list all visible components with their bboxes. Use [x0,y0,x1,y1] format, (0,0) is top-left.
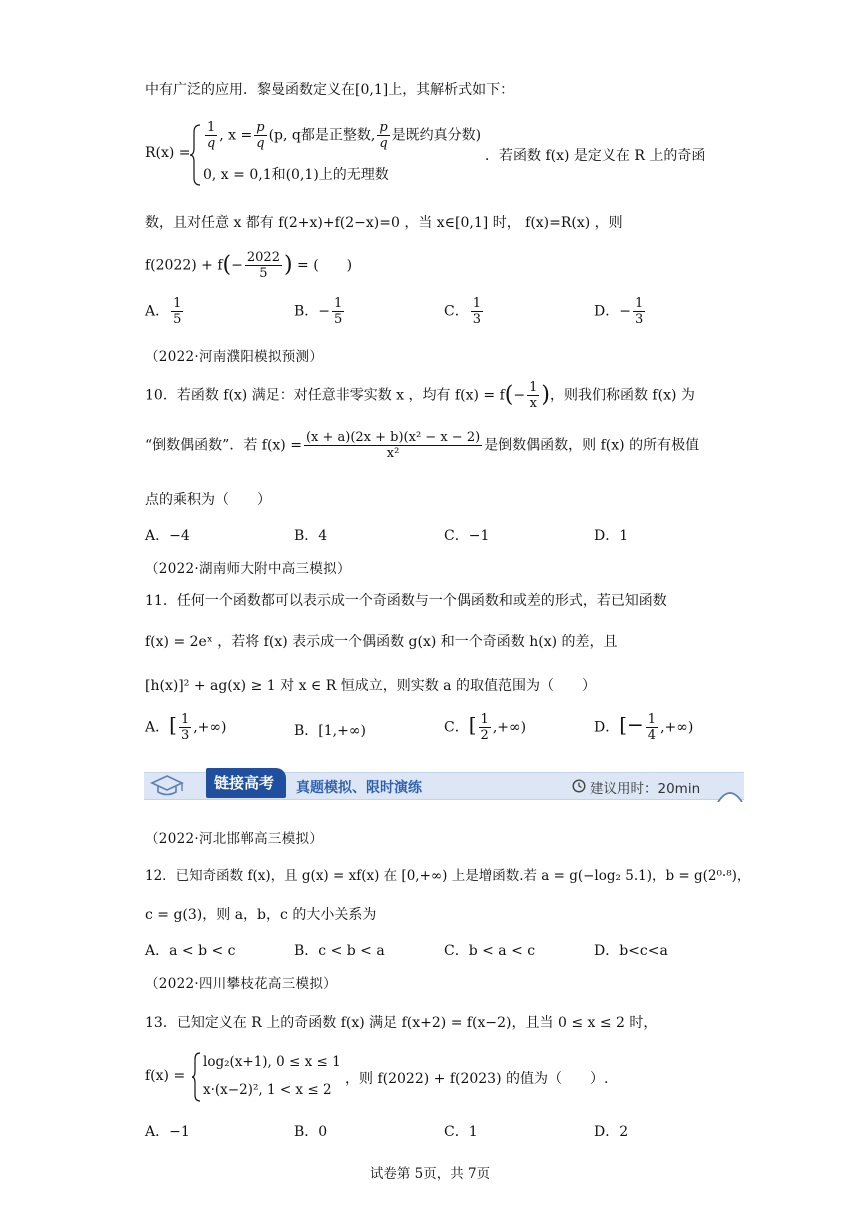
q10-source: （2022·河南濮阳模拟预测） [145,349,324,365]
q9-line-3: f(2022) + f(− $\frac{2022}{5}$ ) = ( ) [145,250,353,281]
q9-option-b[interactable]: B．− $\frac{1}{5}$ [294,296,343,327]
q11-option-d[interactable]: D．[− $\frac{1}{4}$ ,+∞) [594,712,694,743]
riemann-case-1: $\frac{1}{q}$ , x = $\frac{p}{q}$ (p, q都是正整数, $\frac{p}{q}$ 是既约真分数) [206,120,482,151]
q13-option-d[interactable]: D．2 [594,1124,629,1140]
q13-piece-2: x·(x−2)², 1 < x ≤ 2 [203,1082,332,1098]
q12-option-d[interactable]: D．b<c<a [594,943,668,959]
q10-option-a[interactable]: A．−4 [145,528,190,544]
q11-option-b[interactable]: B．[1,+∞) [294,723,366,739]
q10-option-b[interactable]: B．4 [294,528,328,544]
banner-time-label: 建议用时：20min [590,781,701,797]
q11-line-1: 11．任何一个函数都可以表示成一个奇函数与一个偶函数和或差的形式，若已知函数 [145,593,667,609]
riemann-case-2: 0, x = 0,1和(0,1)上的无理数 [203,167,389,183]
q13-option-c[interactable]: C．1 [444,1124,478,1140]
q10-line-1: 10．若函数 f(x) 满足：对任意非零实数 x ，均有 f(x) = f(− $\frac{1}{x}$ )，则我们称函数 f(x) 为 [145,380,695,411]
q10-option-d[interactable]: D．1 [594,528,629,544]
riemann-lhs: R(x) = [145,145,191,161]
corner-arc-icon [716,786,744,802]
q10-option-c[interactable]: C．−1 [444,528,490,544]
brace-icon [191,1052,201,1102]
q13-line-1: 13．已知定义在 R 上的奇函数 f(x) 满足 f(x+2) = f(x−2)，且当 0 ≤ x ≤ 2 时， [145,1015,658,1031]
intro-line: 中有广泛的应用．黎曼函数定义在[0,1]上，其解析式如下： [145,82,515,98]
q12-line-2: c = g(3)，则 a，b，c 的大小关系为 [145,907,377,923]
q11-source: （2022·湖南师大附中高三模拟） [145,561,351,577]
banner-subtitle: 真题模拟、限时演练 [296,780,422,796]
q9-line-2: 数，且对任意 x 都有 f(2+x)+f(2−x)=0 ，当 x∈[0,1] 时， f(x)=R(x) ，则 [145,215,623,231]
banner-tag: 链接高考 [214,774,275,792]
q13-piece-1: log₂(x+1), 0 ≤ x ≤ 1 [203,1054,341,1070]
clock-icon [572,779,586,793]
graduation-cap-icon [150,774,184,798]
q12-option-c[interactable]: C．b < a < c [444,943,536,959]
q9-option-a[interactable]: A． $\frac{1}{5}$ [145,296,182,327]
q12-option-a[interactable]: A．a < b < c [145,943,236,959]
q13-source: （2022·四川攀枝花高三模拟） [145,976,337,992]
q11-line-2: f(x) = 2eˣ ，若将 f(x) 表示成一个偶函数 g(x) 和一个奇函数 h(x) 的差，且 [145,634,618,650]
q9-option-c[interactable]: C． $\frac{1}{3}$ [444,296,481,327]
q12-source: （2022·河北邯郸高三模拟） [145,831,324,847]
q12-line-1: 12．已知奇函数 f(x)，且 g(x) = xf(x) 在 [0,+∞) 上是增函数.若 a = g(−log₂ 5.1)，b = g(2⁰·⁸)， [145,868,751,884]
riemann-definition [145,120,745,190]
brace-icon [189,124,201,186]
page-footer: 试卷第 5页，共 7页 [369,1166,491,1182]
q9-option-d[interactable]: D．− $\frac{1}{3}$ [594,296,644,327]
riemann-tail: ．若函数 f(x) 是定义在 R 上的奇函 [485,148,706,164]
q13-piece-lhs: f(x) = [145,1068,186,1084]
q10-line-3: 点的乘积为（ ） [145,492,271,508]
q12-option-b[interactable]: B．c < b < a [294,943,385,959]
q11-option-c[interactable]: C．[ $\frac{1}{2}$ ,+∞) [444,712,527,743]
section-banner [144,768,744,802]
q13-option-b[interactable]: B．0 [294,1124,328,1140]
q13-piece-tail: ，则 f(2022) + f(2023) 的值为（ ）. [345,1071,609,1087]
q11-option-a[interactable]: A．[ $\frac{1}{3}$ ,+∞) [145,712,227,743]
q10-line-2: “倒数偶函数”．若 f(x) = $\frac{\text{(x + a)(2x + b)(x² − x − 2)}}{\text{x²}}$ 是倒数偶函数，则 f(x) 的所有极值 [145,430,700,461]
q13-piecewise [145,1050,745,1106]
q11-line-3: [h(x)]² + ag(x) ≥ 1 对 x ∈ R 恒成立，则实数 a 的取值范围为（ ） [145,678,596,694]
q13-option-a[interactable]: A．−1 [145,1124,190,1140]
